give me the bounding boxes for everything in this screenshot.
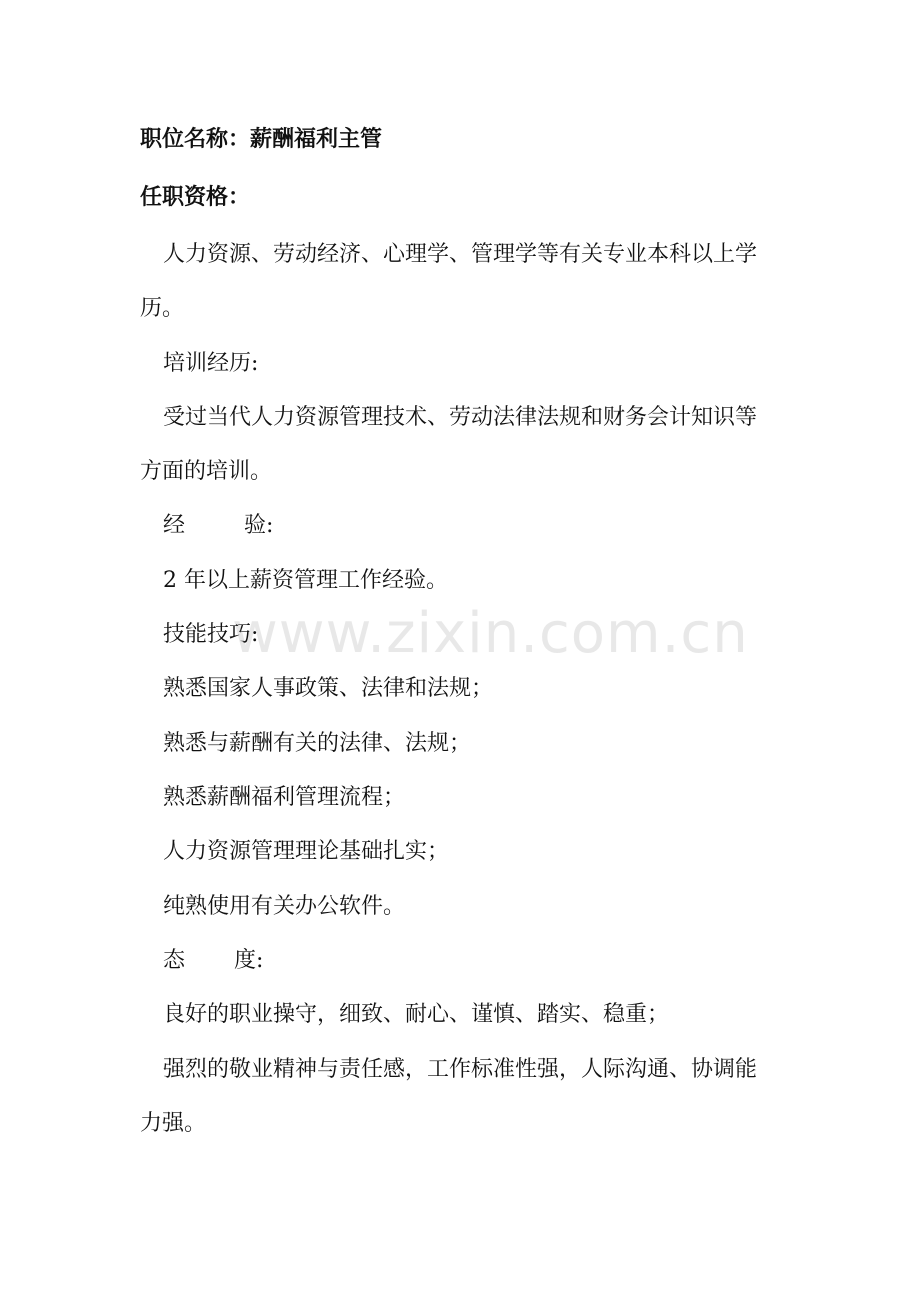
skill-item: 熟悉与薪酬有关的法律、法规； — [163, 731, 472, 756]
attitude-label — [163, 946, 823, 976]
skills-label: 技能技巧: — [163, 622, 259, 647]
position-title: 职位名称：薪酬福利主管 — [140, 127, 383, 152]
experience-label-left: 经 — [163, 513, 186, 538]
qualification-heading: 任职资格： — [140, 185, 251, 210]
skill-item: 熟悉国家人事政策、法律和法规； — [163, 676, 494, 701]
education-line-1: 人力资源、劳动经济、心理学、管理学等有关专业本科以上学 — [163, 242, 758, 267]
attitude-line-1: 良好的职业操守，细致、耐心、谨慎、踏实、稳重； — [163, 1002, 670, 1027]
watermark: www.zixin.com.cn — [232, 601, 749, 666]
attitude-label-right: 度: — [234, 948, 264, 973]
training-label: 培训经历: — [163, 351, 259, 376]
experience-label-right: 验: — [244, 513, 274, 538]
experience-text: 2 年以上薪资管理工作经验。 — [163, 568, 448, 593]
skill-item: 熟悉薪酬福利管理流程； — [163, 785, 406, 810]
attitude-label-left: 态 — [163, 948, 186, 973]
training-line-1: 受过当代人力资源管理技术、劳动法律法规和财务会计知识等 — [163, 405, 758, 430]
attitude-line-2a: 强烈的敬业精神与责任感，工作标准性强，人际沟通、协调能 — [163, 1057, 758, 1082]
training-line-2: 方面的培训。 — [140, 459, 273, 484]
experience-label — [163, 511, 823, 541]
skill-item: 纯熟使用有关办公软件。 — [163, 894, 406, 919]
skill-item: 人力资源管理理论基础扎实； — [163, 839, 450, 864]
education-line-2: 历。 — [140, 296, 185, 321]
attitude-line-2b: 力强。 — [140, 1111, 207, 1136]
